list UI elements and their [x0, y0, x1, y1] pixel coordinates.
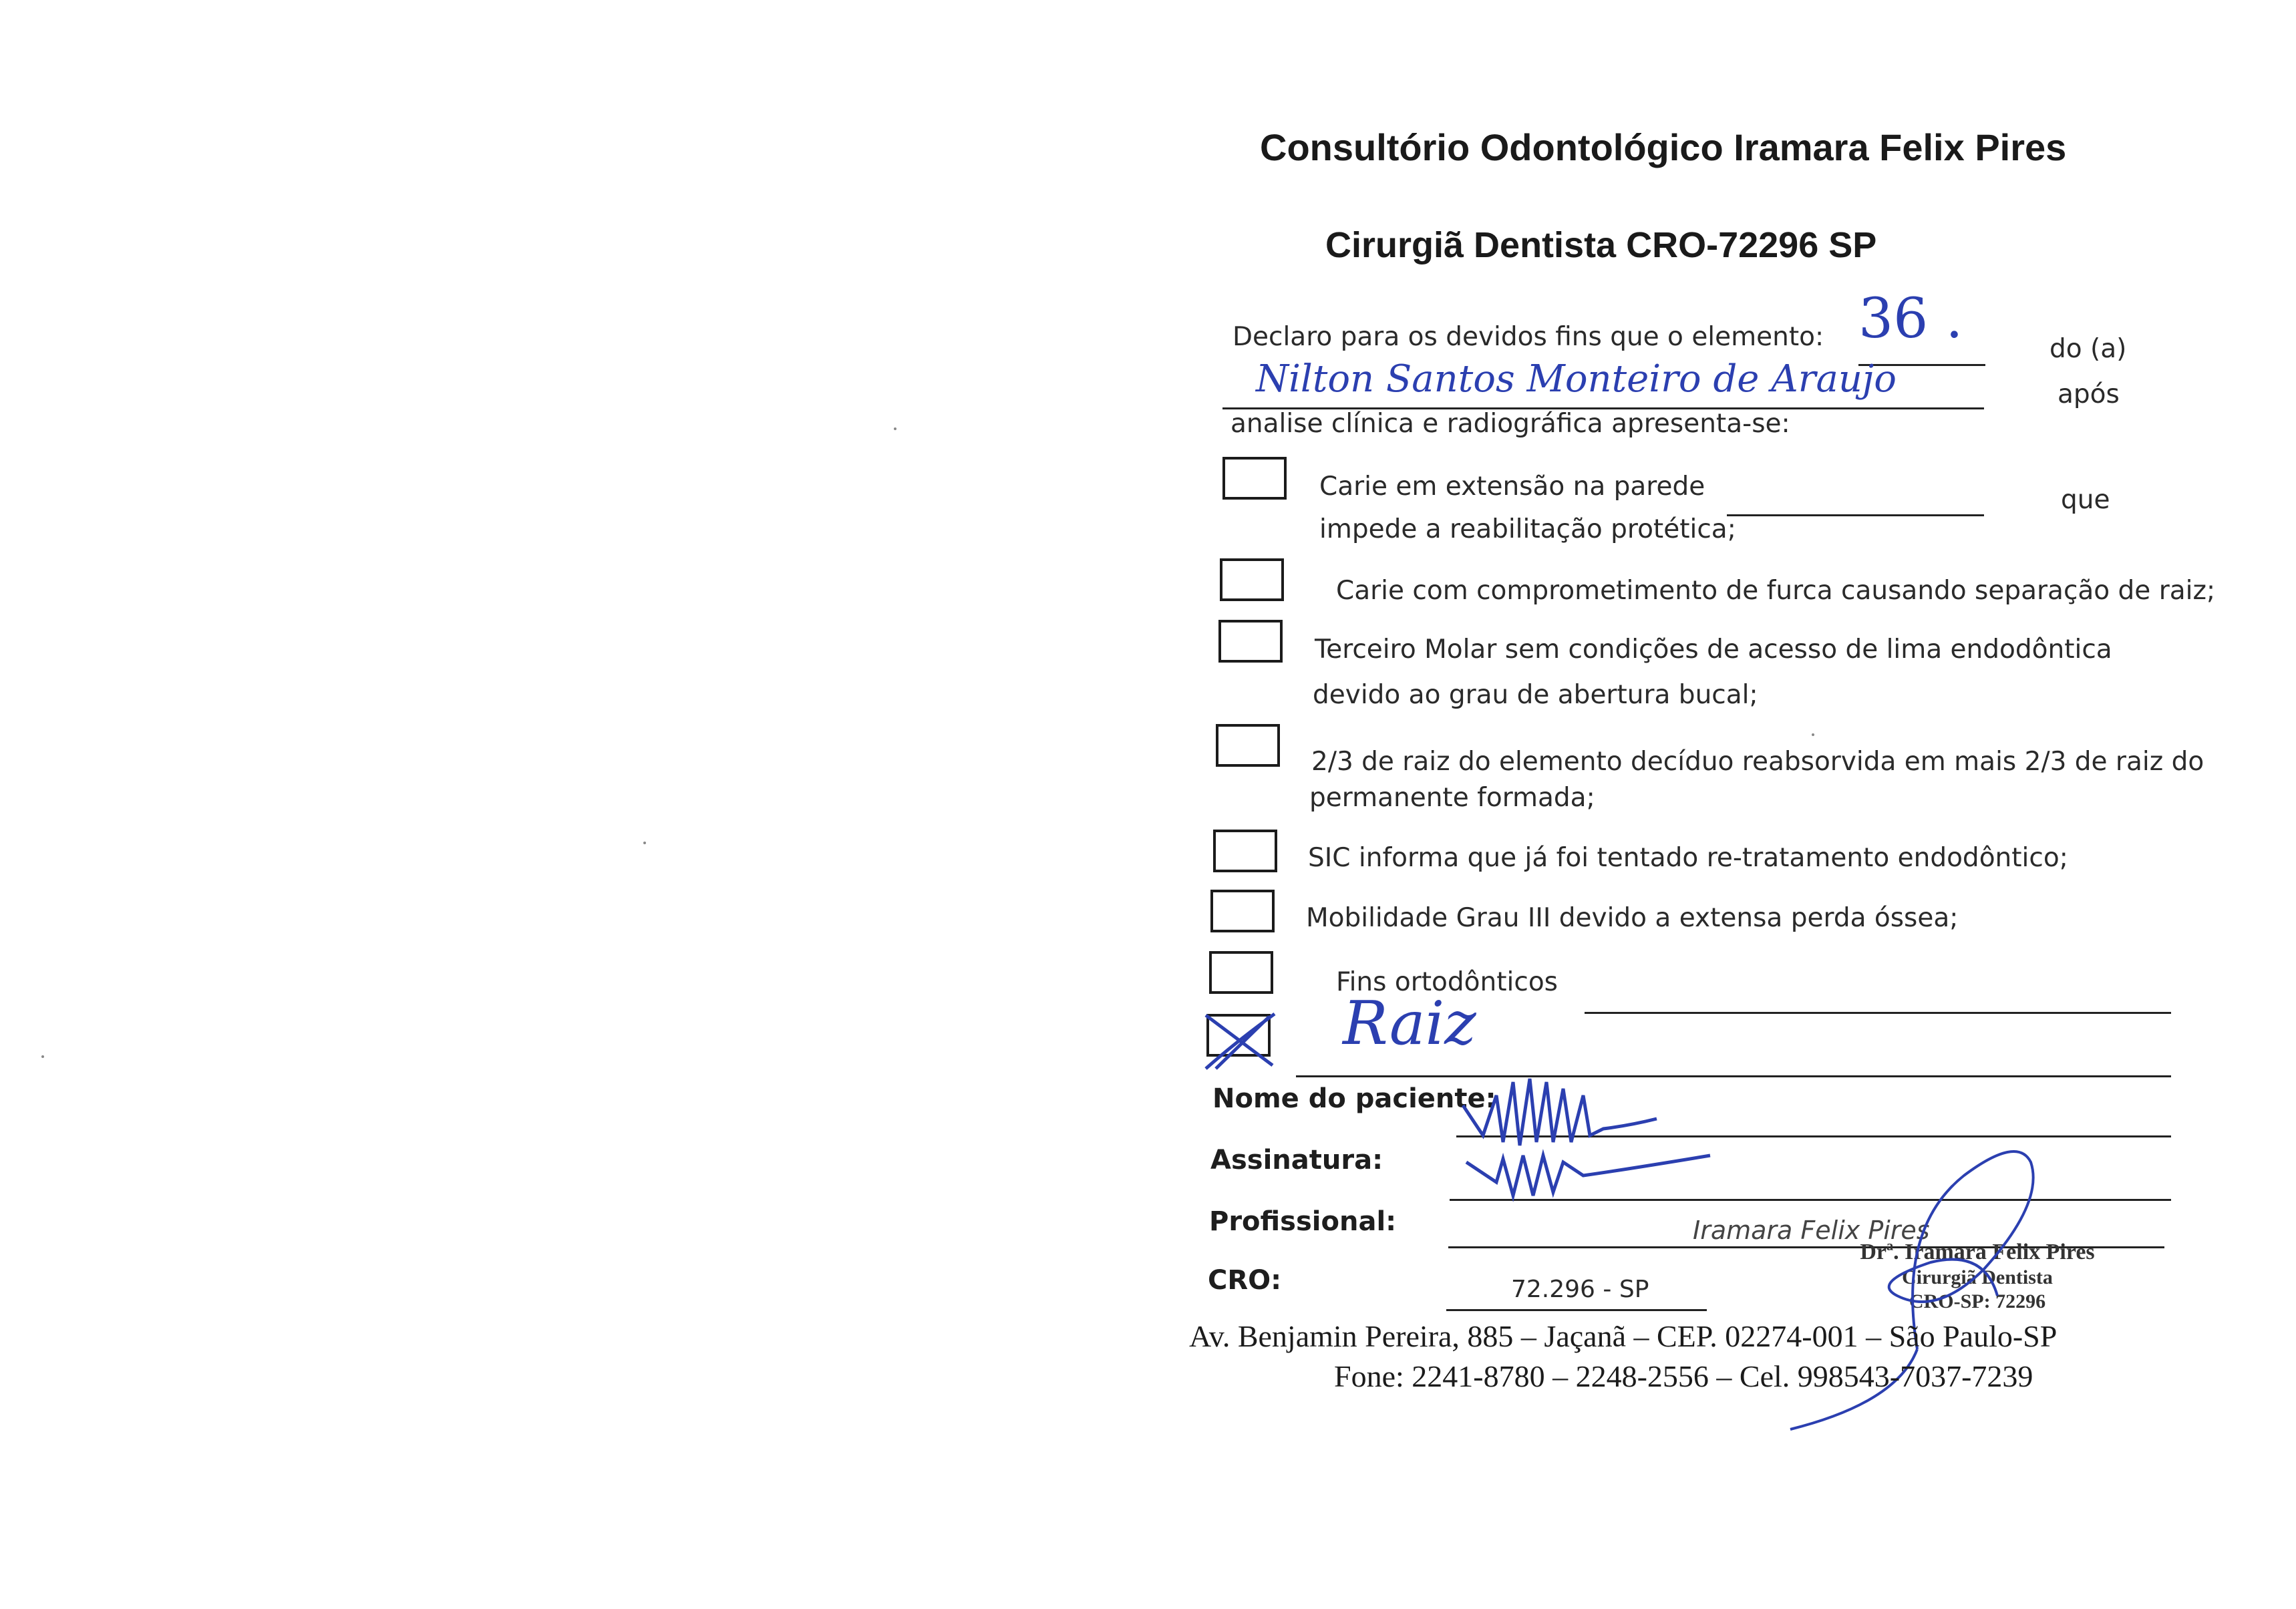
footer-address: Av. Benjamin Pereira, 885 – Jaçanã – CEP. 02274-001 – São Paulo-SP — [1189, 1319, 2058, 1353]
scan-speck — [894, 427, 896, 430]
patient-signature-scribble — [1456, 1042, 1724, 1209]
footer-phones: Fone: 2241-8780 – 2248-2556 – Cel. 998543-7037-7239 — [1334, 1359, 2033, 1393]
ortodonticos-blank-line — [1585, 1012, 2171, 1014]
checkbox-raiz-decidua[interactable] — [1216, 724, 1280, 767]
declaration-intro: Declaro para os devidos fins que o elemento: — [1233, 322, 1824, 352]
outro-blank-line — [1296, 1075, 2171, 1077]
stamp-line3: CRO-SP: 72296 — [1909, 1290, 2046, 1312]
patient-label: Nome do paciente: — [1212, 1083, 1496, 1114]
parede-blank-line — [1727, 514, 1984, 516]
checkbox-carie-parede[interactable] — [1222, 457, 1287, 500]
scan-speck — [1812, 733, 1814, 736]
page-title: Consultório Odontológico Iramara Felix Pires — [1260, 126, 2067, 168]
signature-label: Assinatura: — [1210, 1145, 1383, 1176]
option-retratamento-line1: SIC informa que já foi tentado re-tratamento endodôntico; — [1308, 843, 2068, 873]
element-value: 36 . — [1858, 287, 1963, 351]
option-mobilidade-line1: Mobilidade Grau III devido a extensa perda óssea; — [1306, 903, 1959, 933]
analysis-text: analise clínica e radiográfica apresenta-se: — [1231, 409, 1790, 439]
scan-speck — [41, 1055, 44, 1058]
checkbox-retratamento[interactable] — [1213, 830, 1277, 872]
option-carie-furca-line1: Carie com comprometimento de furca causando separação de raiz; — [1336, 576, 2216, 606]
option-raiz-decidua-line2: permanente formada; — [1309, 783, 1595, 813]
outro-handwritten: Raiz — [1343, 989, 1476, 1059]
checkbox-ortodonticos[interactable] — [1209, 951, 1273, 994]
do-a-label: do (a) — [2049, 334, 2127, 364]
option-carie-parede-extra: que — [2061, 485, 2110, 515]
stamp-line2: Cirurgiã Dentista — [1902, 1266, 2053, 1288]
option-terceiro-molar-line1: Terceiro Molar sem condições de acesso de lima endodôntica — [1315, 635, 2112, 665]
checkbox-carie-furca[interactable] — [1220, 558, 1284, 601]
apos-label: após — [2058, 379, 2120, 409]
option-carie-parede-line1: Carie em extensão na parede — [1319, 472, 1705, 502]
patient-name-handwritten: Nilton Santos Monteiro de Araujo — [1256, 357, 1897, 401]
stamp-line1: Drª. Iramara Felix Pires — [1860, 1240, 2095, 1264]
checkbox-check-mark — [1196, 1002, 1289, 1075]
checkbox-mobilidade[interactable] — [1210, 890, 1275, 932]
option-raiz-decidua-line1: 2/3 de raiz do elemento decíduo reabsorvida em mais 2/3 de raiz do — [1311, 747, 2204, 777]
cro-label: CRO: — [1208, 1265, 1282, 1296]
option-carie-parede-line2: impede a reabilitação protética; — [1319, 514, 1736, 544]
cro-value: 72.296 - SP — [1511, 1276, 1649, 1303]
professional-value: Iramara Felix Pires — [1693, 1216, 1930, 1245]
cro-field-line — [1446, 1309, 1707, 1311]
checkbox-terceiro-molar[interactable] — [1218, 620, 1283, 663]
professional-label: Profissional: — [1209, 1206, 1397, 1237]
option-ortodonticos-line1: Fins ortodônticos — [1336, 967, 1558, 997]
page-subtitle: Cirurgiã Dentista CRO-72296 SP — [1325, 225, 1877, 265]
option-terceiro-molar-line2: devido ao grau de abertura bucal; — [1313, 680, 1758, 710]
scan-speck — [643, 842, 646, 844]
